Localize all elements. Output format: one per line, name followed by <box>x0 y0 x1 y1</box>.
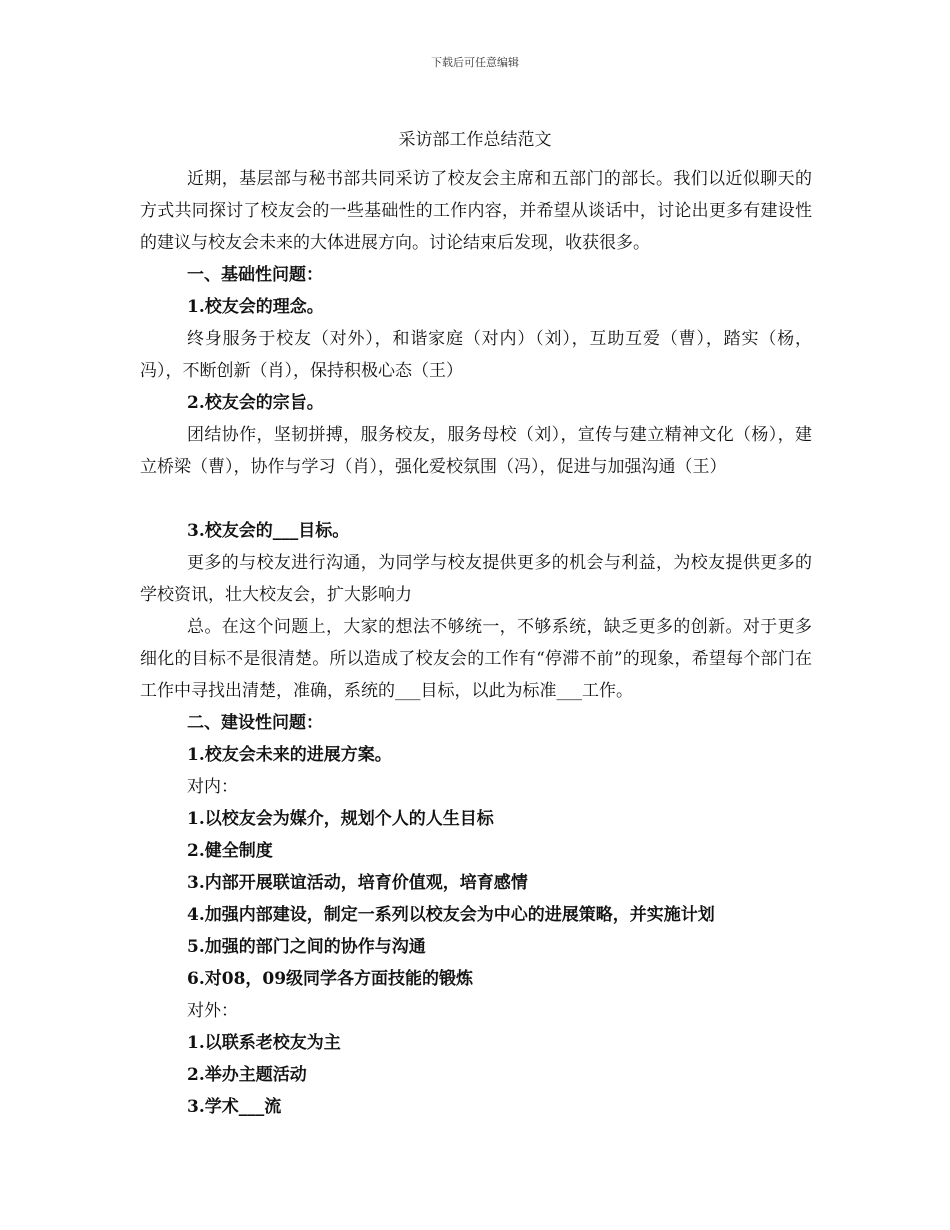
summary-paragraph: 总。在这个问题上，大家的想法不够统一，不够系统，缺乏更多的创新。对于更多细化的目标不是很清楚。所以造成了校友会的工作有“停滞不前”的现象，希望每个部门在工作中寻找出清楚，准确，系统的___目标，以此为标准___工作。 <box>140 617 812 701</box>
external-label: 对外： <box>187 1001 238 1021</box>
internal-label: 对内： <box>187 777 238 797</box>
external-item: 3.学术___流 <box>187 1097 282 1117</box>
internal-item: 6.对08，09级同学各方面技能的锻炼 <box>187 969 474 989</box>
document-title: 采访部工作总结范文 <box>398 130 552 150</box>
external-item: 1.以联系老校友为主 <box>187 1033 341 1053</box>
section-1-heading: 一、基础性问题： <box>187 265 323 285</box>
internal-item: 2.健全制度 <box>187 841 273 861</box>
internal-item: 1.以校友会为媒介，规划个人的人生目标 <box>187 809 494 829</box>
plan-heading: 1.校友会未来的进展方案。 <box>187 745 392 765</box>
header-note: 下载后可任意编辑 <box>431 56 519 69</box>
intro-paragraph: 近期，基层部与秘书部共同采访了校友会主席和五部门的部长。我们以近似聊天的方式共同探讨了校友会的一些基础性的工作内容，并希望从谈话中，讨论出更多有建设性的建议与校友会未来的大体进展方向。讨论结束后发现，收获很多。 <box>140 169 812 253</box>
question-2-heading: 2.校友会的宗旨。 <box>187 393 324 413</box>
internal-item: 5.加强的部门之间的协作与沟通 <box>187 937 426 957</box>
question-2-body: 团结协作，坚韧拼搏，服务校友，服务母校（刘），宣传与建立精神文化（杨），建立桥梁（曹），协作与学习（肖），强化爱校氛围（冯），促进与加强沟通（王） <box>140 425 812 477</box>
question-1-body: 终身服务于校友（对外），和谐家庭（对内）（刘），互助互爱（曹），踏实（杨，冯），不断创新（肖），保持积极心态（王） <box>140 329 812 381</box>
internal-item: 3.内部开展联谊活动，培育价值观，培育感情 <box>187 873 528 893</box>
question-1-heading: 1.校友会的理念。 <box>187 297 324 317</box>
external-item: 2.举办主题活动 <box>187 1065 307 1085</box>
question-3-body: 更多的与校友进行沟通，为同学与校友提供更多的机会与利益，为校友提供更多的学校资讯，壮大校友会，扩大影响力 <box>140 553 812 605</box>
section-2-heading: 二、建设性问题： <box>187 713 323 733</box>
question-3-heading: 3.校友会的___目标。 <box>187 521 350 541</box>
internal-item: 4.加强内部建设，制定一系列以校友会为中心的进展策略，并实施计划 <box>187 905 715 925</box>
